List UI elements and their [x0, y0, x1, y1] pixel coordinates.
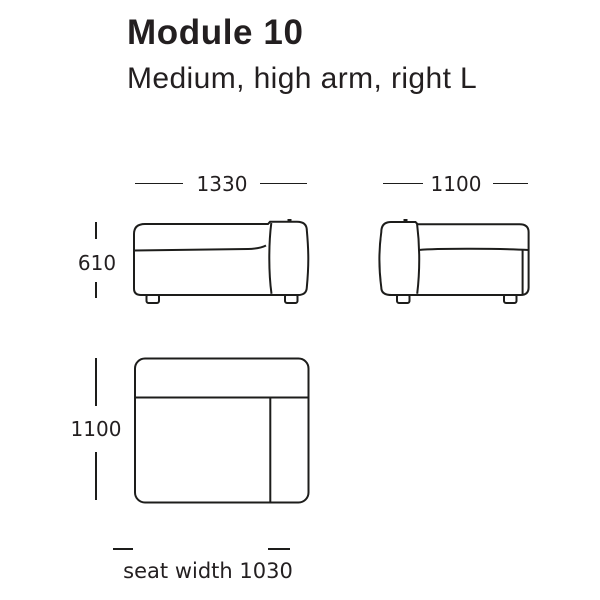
side-depth-label: 1100: [430, 172, 482, 196]
front-width-dash-left: [135, 183, 183, 185]
side-depth-dash-right: [493, 183, 528, 185]
side-outline: [379, 222, 528, 295]
seat-width-label: seat width 1030: [123, 559, 293, 583]
side-view-drawing: [374, 214, 536, 308]
seat-width-dash-left: [113, 548, 133, 550]
plan-depth-dash-bottom: [95, 452, 97, 500]
top-view-drawing: [131, 354, 313, 507]
plan-depth-dash-top: [95, 358, 97, 406]
front-height-dash-bottom: [95, 282, 97, 298]
side-arm-seam-tick: [404, 219, 408, 222]
plan-depth-label: 1100: [70, 417, 122, 441]
side-depth-dash-left: [383, 183, 423, 185]
front-width-label: 1330: [196, 172, 248, 196]
front-arm-seam-tick: [288, 219, 292, 222]
front-view-drawing: [128, 214, 314, 308]
top-outline: [135, 359, 309, 503]
page-subtitle: Medium, high arm, right L: [127, 62, 478, 95]
page-title: Module 10: [127, 13, 304, 52]
front-height-label: 610: [77, 251, 117, 275]
seat-width-dash-right: [268, 548, 290, 550]
front-height-dash-top: [95, 222, 97, 239]
front-width-dash-right: [260, 183, 307, 185]
front-outline: [134, 222, 308, 295]
